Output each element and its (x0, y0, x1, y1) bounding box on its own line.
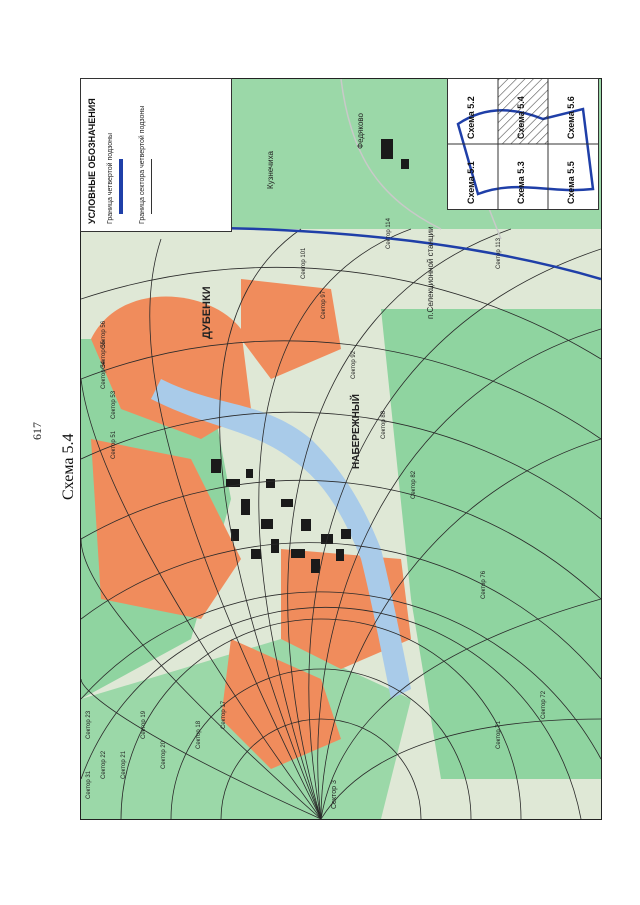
keymap-cell-5-1: Схема 5.1 (466, 161, 476, 204)
sector-label: Сектор 71 (496, 720, 502, 749)
place-label-fedyakovo: Федяково (356, 112, 365, 149)
place-label-naberezhny: НАБЕРЕЖНЫЙ (351, 394, 362, 469)
keymap-cell-5-6: Схема 5.6 (566, 96, 576, 139)
sector-label: Сектор 76 (481, 570, 487, 599)
legend-label-zone-border: Граница четвертой подзоны (107, 132, 114, 224)
legend (80, 78, 232, 232)
sector-label: Сектор 23 (86, 710, 92, 739)
sector-label: Сектор 19 (141, 710, 147, 739)
sector-label: Сектор 21 (121, 750, 127, 779)
keymap (447, 78, 599, 210)
legend-swatch-zone-border (119, 159, 123, 214)
sector-label: Сектор 92 (351, 350, 357, 379)
sector-label: Сектор 114 (386, 218, 392, 249)
place-label-dubenki: ДУБЕНКИ (201, 286, 213, 339)
sector-label: Сектор 53 (111, 390, 117, 419)
keymap-cell-5-5: Схема 5.5 (566, 161, 576, 204)
place-label-sector3: Сектор 3 (331, 780, 338, 809)
scheme-title: Схема 5.4 (60, 433, 77, 500)
sector-label: Сектор 113 (496, 238, 502, 269)
sector-label: Сектор 56 (101, 320, 107, 349)
sector-label: Сектор 82 (411, 470, 417, 499)
sector-label: Сектор 88 (381, 410, 387, 439)
sector-label: Сектор 20 (161, 740, 167, 769)
sector-label: Сектор 97 (321, 290, 327, 319)
sector-label: Сектор 17 (221, 700, 227, 729)
sector-label: Сектор 18 (196, 720, 202, 749)
keymap-cell-5-2: Схема 5.2 (466, 96, 476, 139)
legend-swatch-sector-border (151, 159, 152, 214)
place-label-kuznechikha: Кузнечиха (266, 151, 275, 189)
sector-label: Сектор 55 (101, 340, 107, 369)
legend-label-sector-border: Граница сектора четвертой подзоны (139, 105, 146, 224)
sector-label: Сектор 101 (301, 247, 307, 279)
keymap-cell-5-3: Схема 5.3 (516, 161, 526, 204)
legend-title: УСЛОВНЫЕ ОБОЗНАЧЕНИЯ (87, 98, 97, 224)
sector-label: Сектор 51 (111, 430, 117, 459)
sector-label: Сектор 54 (101, 360, 107, 389)
sector-label: Сектор 31 (86, 770, 92, 799)
keymap-cell-5-4: Схема 5.4 (516, 96, 526, 139)
sector-label: Сектор 22 (101, 750, 107, 779)
page-number: 617 (30, 422, 44, 440)
sector-label: Сектор 72 (541, 690, 547, 719)
place-label-selection-station: п.Селекционной станции (426, 226, 435, 319)
